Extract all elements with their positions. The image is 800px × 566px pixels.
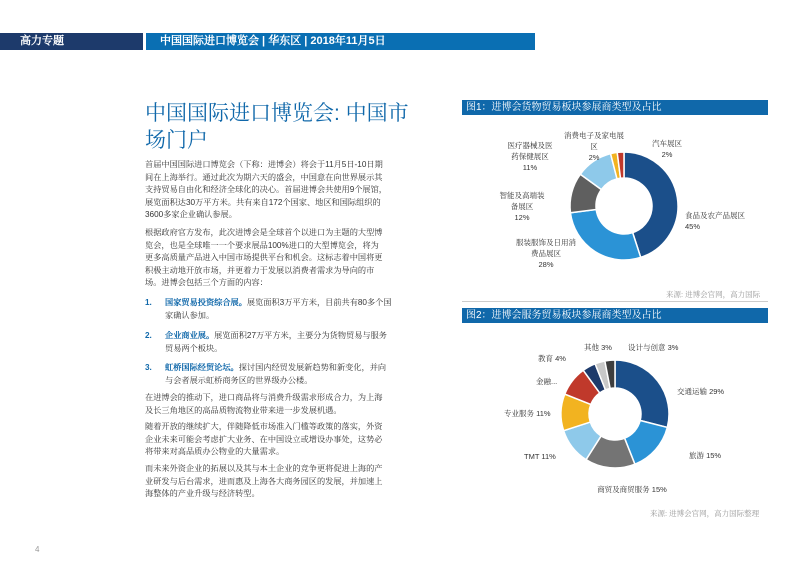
text-line: 览会，也是全球唯一一个要求展品100%进口的大型博览会，将为 [145, 240, 379, 250]
slice-label: 汽车展区 2% [652, 139, 682, 159]
slice-label: 食品及农产品展区 45% [685, 211, 745, 231]
list-highlight: 企业商业展。 [165, 331, 215, 340]
figure2-source: 来源: 进博会官网，高力国际整理 [650, 509, 760, 518]
slice-label: 教育 4% [538, 354, 566, 363]
slice-label: 专业服务 11% [504, 409, 551, 418]
list-text: 与会者展示虹桥商务区的世界级办公楼。 [165, 375, 313, 385]
paragraph-office [145, 421, 445, 459]
slice-label: 设计与创意 3% [628, 343, 679, 352]
text-line: 及长三角地区的高品质物流物业带来进一步发展机遇。 [145, 405, 342, 415]
donut-slice [570, 210, 640, 260]
slice-label: 智能及高端装备展区 12% [499, 191, 545, 222]
text-line: 海整体的产业升级与经济转型。 [145, 489, 260, 499]
text-line: 展览面积达30万平方米。共有来自172个国家、地区和国际组织的 [145, 197, 381, 207]
figure1-donut-chart [462, 118, 768, 288]
article-title [145, 100, 445, 154]
text-line: 根据政府官方发布，此次进博会是全球首个以进口为主题的大型博 [145, 228, 383, 237]
text-line: 场。进博会包括三个方面的内容： [145, 278, 268, 288]
donut-slice [615, 360, 669, 427]
list-number: 1. [145, 298, 152, 307]
slice-label: 医疗器械及医药保健展区 11% [507, 141, 553, 172]
event-banner: 中国国际进口博览会 | 华东区 | 2018年11月5日 [146, 33, 535, 50]
list-text: 探讨国内经贸发展新趋势和新变化，并向 [238, 363, 387, 372]
slice-label: TMT 11% [524, 452, 556, 461]
list-number: 2. [145, 331, 152, 340]
paragraph-policy [145, 227, 445, 290]
text-line: 业研发与后台需求，进而惠及上海各大商务园区的发展，并加速上 [145, 476, 383, 486]
text-line: 首届中国国际进口博览会（下称：进博会）将会于11月5日-10日期 [145, 160, 383, 169]
text-line: 更多高质量产品进入中国市场提供平台和机会。这标志着中国将更 [145, 253, 383, 263]
text-line: 3600多家企业确认参展。 [145, 210, 237, 220]
figure1-heading: 图1：进博会货物贸易板块参展商类型及占比 [462, 100, 768, 115]
paragraph-intro [145, 159, 445, 222]
paragraph-upgrade [145, 463, 445, 501]
section-label: 高力专题 [0, 33, 143, 50]
list-text: 家确认参加。 [165, 310, 215, 320]
title-line-2: 场门户 [145, 129, 208, 152]
divider [462, 301, 768, 302]
slice-label: 商贸及商贸服务 15% [597, 485, 667, 494]
slice-label: 旅游 15% [689, 451, 722, 460]
list-highlight: 国家贸易投资综合展。 [165, 298, 247, 307]
list-highlight: 虹桥国际经贸论坛。 [165, 363, 239, 372]
title-line-1: 中国国际进口博览会: 中国市 [145, 102, 409, 125]
text-line: 而未来外资企业的拓展以及其与本土企业的竞争更将促进上海的产 [145, 464, 383, 473]
slice-label: 服装服饰及日用消费品展区 28% [516, 238, 576, 269]
figure2-heading: 图2：进博会服务贸易板块参展商类型及占比 [462, 308, 768, 323]
text-line: 在进博会的推动下，进口商品将与消费升级需求形成合力，为上海 [145, 393, 383, 402]
slice-label: 消费电子及家电展区 2% [564, 131, 624, 162]
slice-label: 金融... [536, 377, 558, 386]
list-text: 贸易两个板块。 [165, 343, 223, 353]
page-number: 4 [35, 545, 40, 554]
list-number: 3. [145, 363, 152, 372]
slice-label: 交通运输 29% [677, 387, 725, 396]
top-banner [0, 33, 800, 50]
list-text: 展览面积27万平方米，主要分为货物贸易与服务 [214, 331, 387, 340]
text-line: 随着开放的继续扩大，伴随降低市场准入门槛等政策的落实，外资 [145, 422, 383, 431]
text-line: 企业未来可能会考虑扩大业务、在中国设立或增设办事处，这势必 [145, 434, 383, 444]
list-text: 展览面积3万平方米，目前共有80多个国 [246, 298, 392, 307]
text-line: 间在上海举行。通过此次为期六天的盛会，中国意在向世界展示其 [145, 172, 383, 182]
text-line: 积极主动地开放市场，并更着力于发展以消费者需求为导向的市 [145, 265, 375, 275]
paragraph-logistics [145, 392, 445, 417]
text-line: 支持贸易自由化和经济全球化的决心。首届进博会共使用9个展馆， [145, 185, 387, 195]
text-line: 将带来对高品质办公物业的大量需求。 [145, 447, 285, 457]
slice-label: 其他 3% [584, 343, 612, 352]
figure2-donut-chart [462, 326, 768, 506]
figure1-source: 来源: 进博会官网，高力国际 [666, 290, 761, 299]
